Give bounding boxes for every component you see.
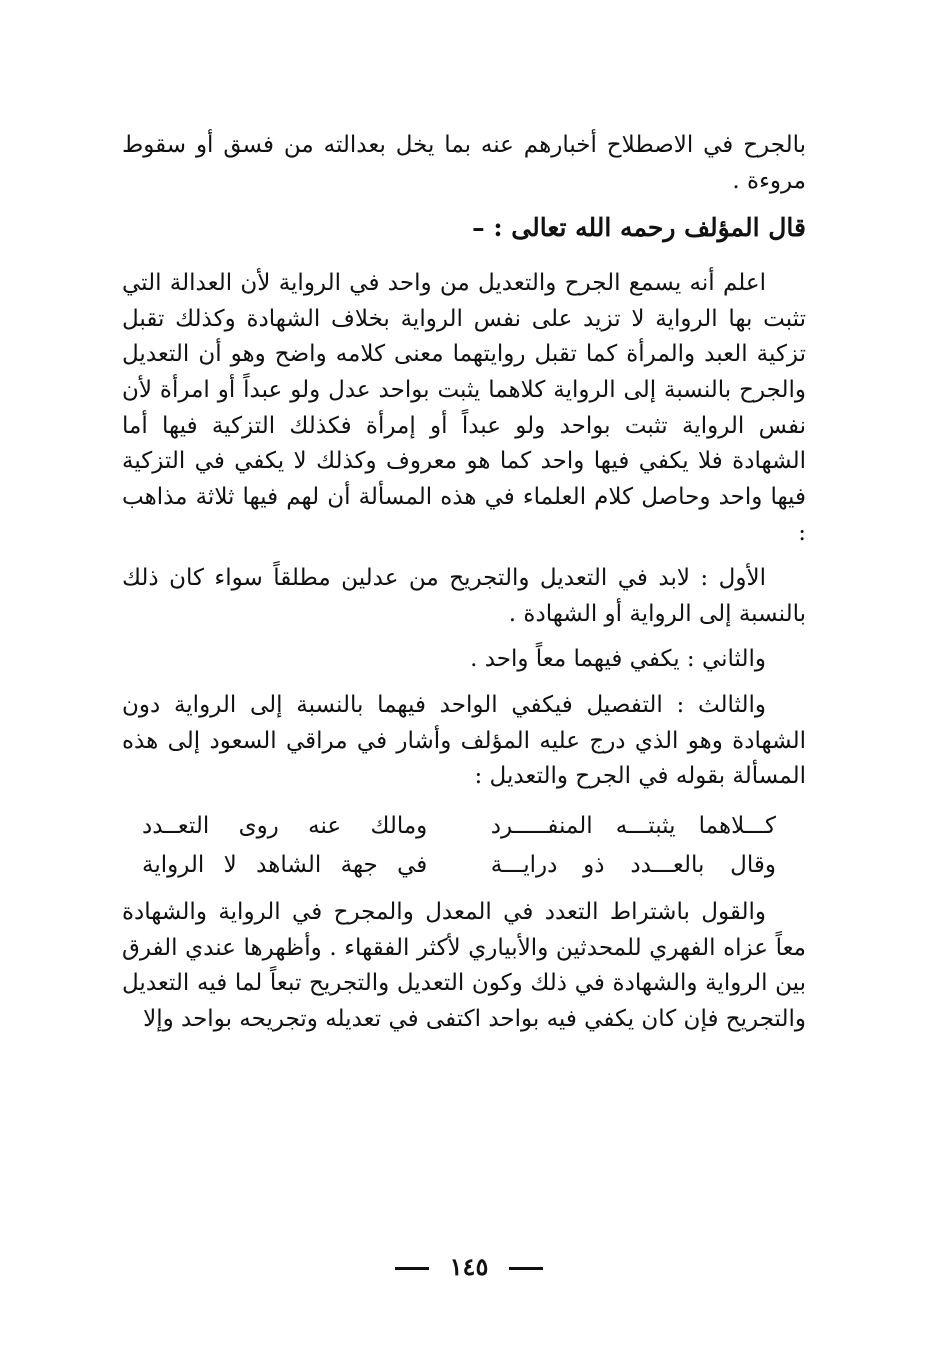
verse-2-second-hemistich: في جهة الشاهد لا الرواية bbox=[142, 852, 428, 879]
paragraph-first-opinion: الأول : لابد في التعديل والتجريح من عدلين مطلقاً سواء كان ذلك بالنسبة إلى الرواية أو الشهادة . bbox=[122, 565, 806, 627]
paragraph-conclusion: والقول باشتراط التعدد في المعدل والمجرح في الرواية والشهادة معاً عزاه الفهري للمحدثين والأبياري لأكثر الفقهاء . وأظهرها عندي الفرق بين الرواية والشهادة في ذلك وكون التعديل والتجريح تبعاً لما فيه التعديل والتجريح فإن كان يكفي فيه بواحد اكتفى في تعديله وتجريحه بواحد وإلا bbox=[122, 899, 806, 1033]
poem-verses bbox=[122, 807, 806, 885]
paragraph-definition: بالجرح في الاصطلاح أخبارهم عنه بما يخل بعدالته من فسق أو سقوط مروءة . bbox=[122, 132, 806, 194]
dash-divider bbox=[395, 1267, 429, 1270]
paragraph-main: اعلم أنه يسمع الجرح والتعديل من واحد في الرواية لأن العدالة التي تثبت بها الرواية لا تزيد على نفس الرواية بخلاف الشهادة وكذلك تقبل تزكية العبد والمرأة كما تقبل روايتهما معنى كلامه واضح وهو أن التعديل والجرح بالنسبة إلى الرواية كلاهما يثبت بواحد عدل ولو عبداً أو امرأة لأن نفس الرواية تثبت بواحد ولو عبداً أو إمرأة فكذلك التزكية فيها أما الشهادة فلا يكفي فيها واحد كما هو معروف وكذلك لا يكفي في التزكية فيها واحد وحاصل كلام العلماء في هذه المسألة أن لهم فيها ثلاثة مذاهب : bbox=[122, 270, 806, 546]
verse-1-first-hemistich: كـــلاهما يثبتـــه المنفـــــرد bbox=[490, 813, 776, 839]
verse-2-first-hemistich: وقال بالعـــدد ذو درايـــة bbox=[490, 852, 776, 879]
dash-divider bbox=[509, 1267, 543, 1270]
page-number: ١٤٥ bbox=[449, 1252, 489, 1281]
poem-verse-2 bbox=[142, 846, 776, 885]
poem-verse-1 bbox=[142, 807, 776, 846]
verse-1-second-hemistich: ومالك عنه روى التعــدد bbox=[142, 813, 428, 839]
paragraph-third-opinion: والثالث : التفصيل فيكفي الواحد فيهما بالنسبة إلى الرواية دون الشهادة وهو الذي درج عليه المؤلف وأشار في مراقي السعود إلى هذه المسألة بقوله في الجرح والتعديل : bbox=[122, 692, 806, 790]
paragraph-second-opinion: والثاني : يكفي فيهما معاً واحد . bbox=[470, 646, 766, 673]
page-number-footer bbox=[0, 1252, 938, 1281]
section-heading: قال المؤلف رحمه الله تعالى : – bbox=[472, 213, 806, 243]
